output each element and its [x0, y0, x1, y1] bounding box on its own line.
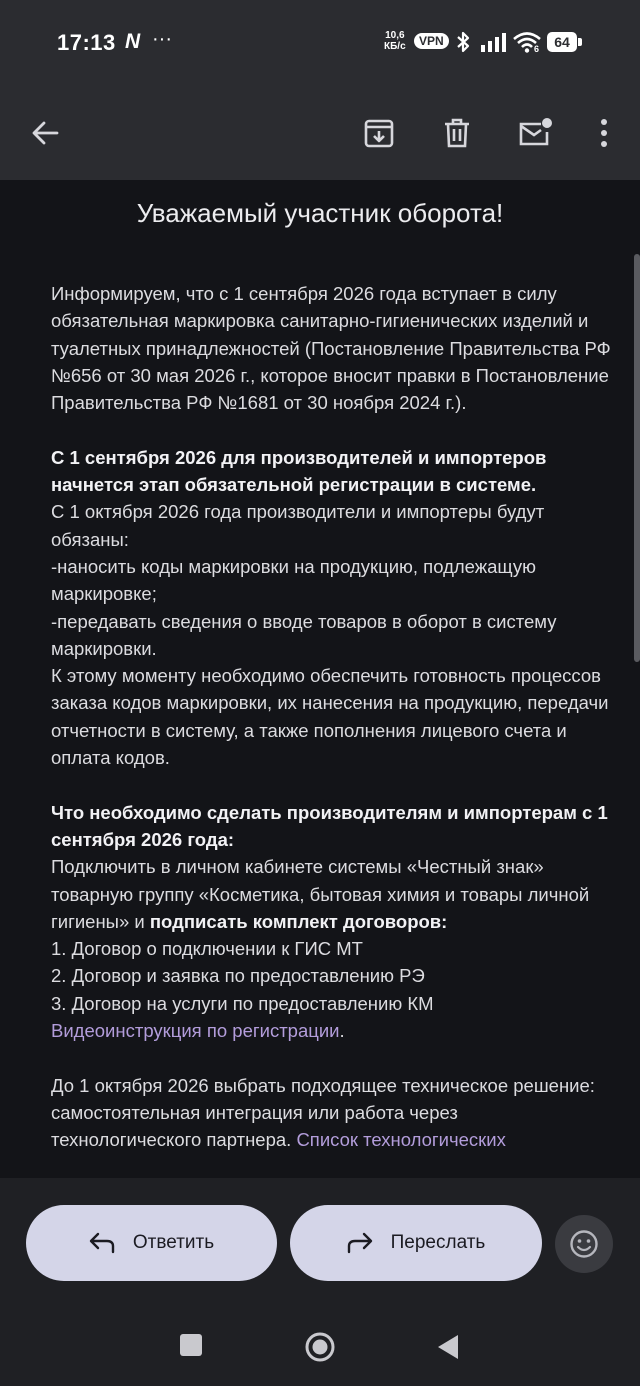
notification-icon: N: [125, 30, 141, 53]
signal-icon: [480, 32, 506, 52]
bottom-bar: [0, 1178, 640, 1386]
paragraph-deadlines: [51, 444, 611, 772]
delete-icon: [442, 117, 472, 149]
email-text: [51, 280, 611, 1178]
todo-text: Подключить в личном кабинете системы «Честный знак» товарную группу «Косметика, бытовая химия и товары личной гигиены» и: [51, 856, 590, 932]
deadline-line-3: -передавать сведения о вводе товаров в оборот в систему маркировки.: [51, 610, 557, 659]
status-bar: [0, 0, 640, 86]
emoji-icon: [569, 1229, 599, 1259]
recents-nav-icon[interactable]: [179, 1333, 203, 1357]
archive-button[interactable]: [354, 108, 404, 158]
bluetooth-icon: [455, 31, 471, 53]
paragraph-tech: [51, 1072, 611, 1154]
archive-icon: [363, 117, 395, 149]
top-toolbar: [0, 86, 640, 180]
mark-unread-icon: [517, 117, 553, 149]
vpn-badge: VPN: [414, 33, 449, 49]
email-body[interactable]: [0, 180, 640, 1178]
scrollbar[interactable]: [634, 254, 640, 662]
battery-tip: [578, 38, 582, 46]
todo-bold: Что необходимо сделать производителям и импортерам с 1 сентября 2026 года:: [51, 801, 608, 850]
more-notifications-icon: ···: [152, 28, 172, 50]
deadline-line-1: С 1 октября 2026 года производители и импортеры будут обязаны:: [51, 501, 545, 550]
reply-icon: [89, 1232, 115, 1254]
tech-text: До 1 октября 2026 выбрать подходящее техническое решение: самостоятельная интеграция или работа через технологического партнера.: [51, 1074, 595, 1151]
network-speed-unit: КБ/с: [384, 41, 406, 52]
paragraph-intro: Информируем, что с 1 сентября 2026 года вступает в силу обязательная маркировка санитарно-гигиенических изделий и туалетных принадлежностей (Постановление Правительства РФ №656 от 30 мая 2026 г., которое вносит правки в Постановление Правительства РФ №1681 от 30 ноября 2024 г.).: [51, 283, 611, 414]
todo-bold-2: подписать комплект договоров:: [149, 910, 448, 932]
tech-partners-link[interactable]: Список технологических: [296, 1129, 506, 1151]
status-time: 17:13: [57, 30, 116, 55]
forward-label: Переслать: [390, 1232, 486, 1253]
email-heading: Уважаемый участник оборота!: [136, 198, 504, 228]
todo-item-3: 3. Договор на услуги по предоставлению КМ: [51, 992, 434, 1014]
network-speed-value: 10,6: [385, 30, 405, 41]
reply-label: Ответить: [132, 1232, 215, 1253]
todo-item-2: 2. Договор и заявка по предоставлению РЭ: [51, 965, 425, 987]
link-period: .: [339, 1020, 345, 1042]
deadline-bold: С 1 сентября 2026 для производителей и импортеров начнется этап обязательной регистрации в системе.: [51, 446, 547, 496]
forward-button[interactable]: [290, 1205, 542, 1281]
arrow-back-icon: [30, 118, 60, 148]
back-button[interactable]: [20, 108, 70, 158]
delete-button[interactable]: [432, 108, 482, 158]
reply-button[interactable]: [26, 1205, 277, 1281]
more-vert-icon: [599, 118, 609, 148]
mark-unread-button[interactable]: [510, 108, 560, 158]
todo-item-1: 1. Договор о подключении к ГИС МТ: [51, 938, 363, 960]
battery-icon: 64: [547, 32, 577, 52]
wifi-badge: 6: [534, 44, 540, 54]
more-options-button[interactable]: [579, 108, 629, 158]
back-nav-icon[interactable]: [436, 1333, 460, 1361]
emoji-reaction-button[interactable]: [555, 1215, 613, 1273]
network-speed: [384, 30, 406, 52]
paragraph-todo: [51, 799, 611, 1045]
deadline-line-2: -наносить коды маркировки на продукцию, подлежащую маркировке;: [51, 555, 536, 605]
home-nav-icon[interactable]: [304, 1331, 336, 1363]
deadline-line-4: К этому моменту необходимо обеспечить готовность процессов заказа кодов маркировки, их нанесения на продукцию, передачи отчетности в систему, а также пополнения лицевого счета и оплата кодов.: [51, 665, 609, 769]
forward-icon: [347, 1232, 373, 1254]
video-instruction-link[interactable]: Видеоинструкция по регистрации: [51, 1020, 340, 1042]
